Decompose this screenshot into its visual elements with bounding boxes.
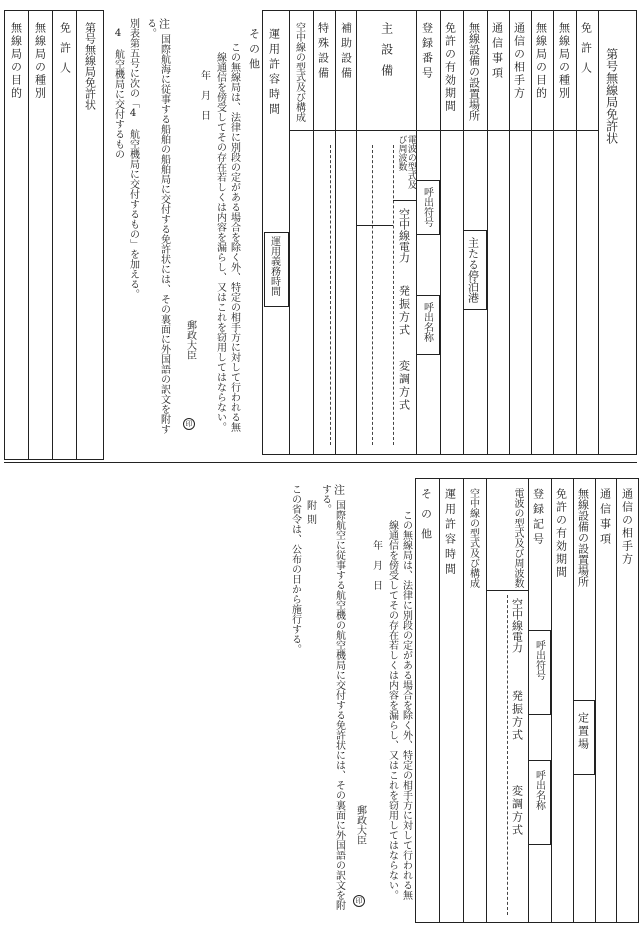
b-label-power: 空中線電力 <box>510 598 524 653</box>
note-line-1: 国際航海に従事する船舶の船舶局に交付する免許状には、その裏面に外国語の訳文を附す <box>158 34 170 434</box>
declaration-line-1: この無線局は、法律に別段の定がある場合を除く外、特定の相手方に対して行われる無 <box>228 42 240 432</box>
row-comm-party: 通信の相手方 <box>512 22 526 100</box>
label-osc: 発振方式 <box>397 285 411 337</box>
b-note-line-1: 国際航空に従事する航空機の航空機局に交付する免許状には、その裏面に外国語の訳文を附 <box>333 500 345 910</box>
b-label-call-sign: 呼出符号 <box>533 640 545 680</box>
left-form-title: 第号無線局免許状 <box>83 22 97 110</box>
b-row-equipment-location: 無線設備の設置場所 <box>576 488 590 587</box>
b-row-other: その他 <box>419 488 433 548</box>
b-supplementary: 附則 <box>304 500 316 528</box>
row-main-equipment: 主設備 <box>379 22 394 85</box>
row-reg-number: 登録番号 <box>420 22 434 82</box>
amendment-line-2: 4 航空機局に交付するもの <box>112 28 124 159</box>
left-form-station-type: 無線局の種別 <box>33 22 47 100</box>
b-row-emission: 電波の型式及び周波数 <box>512 488 523 588</box>
row-special-equipment: 特殊設備 <box>316 22 330 82</box>
b-row-validity: 免許の有効期間 <box>554 488 568 579</box>
row-other: その他 <box>247 28 261 73</box>
left-form-station-purpose: 無線局の目的 <box>9 22 23 100</box>
b-label-mod: 変調方式 <box>510 785 524 837</box>
label-call-sign: 呼出符号 <box>421 187 433 227</box>
row-equipment-location: 無線設備の設置場所 <box>467 22 481 121</box>
label-mod: 変調方式 <box>397 360 411 412</box>
b-note-label: 注 <box>332 484 346 495</box>
b-row-comm-matter: 通信事項 <box>598 488 612 548</box>
b-declaration-line-2: 線通信を傍受してその存在若しくは内容を漏らし、又はこれを窃用してはならない。 <box>386 520 398 900</box>
row-antenna-type: 空中線の型式及び構成 <box>293 22 305 122</box>
b-declaration-line-1: この無線局は、法律に別段の定がある場合を除く外、特定の相手方に対して行われる無 <box>400 510 412 900</box>
amendment-line-1: 別表第五号に次の「4 航空機局に交付するもの」を加える。 <box>127 18 139 299</box>
b-enforcement: この省令は、公布の日から施行する。 <box>289 484 301 654</box>
b-date-line: 年 月 日 <box>370 540 382 590</box>
row-station-purpose: 無線局の目的 <box>534 22 548 100</box>
label-power: 空中線電力 <box>397 208 411 263</box>
minister-sign: 郵政大臣 <box>184 320 196 360</box>
minister-seal: 印 <box>183 418 195 430</box>
b-row-operation-time: 運用許容時間 <box>443 488 457 578</box>
date-line: 年 月 日 <box>198 70 210 120</box>
b-label-fixed-place: 定置場 <box>576 712 590 751</box>
ship-license-title-no: 第号無線局免許状 <box>604 48 619 144</box>
b-note-line-2: する。 <box>319 484 331 514</box>
note-line-2: る。 <box>144 18 156 38</box>
b-row-reg-number: 登録記号 <box>531 488 545 548</box>
note-label: 注 <box>157 18 171 29</box>
label-call-name: 呼出名称 <box>421 302 433 342</box>
b-label-osc: 発振方式 <box>510 690 524 742</box>
row-aux-equipment: 補助設備 <box>339 22 353 82</box>
label-emission: 電波の型式及び周波数 <box>396 135 416 189</box>
b-row-antenna-type: 空中線の型式及び構成 <box>467 488 479 588</box>
declaration-line-2: 線通信を傍受してその存在若しくは内容を漏らし、又はこれを窃用してはならない。 <box>214 52 226 432</box>
row-operation-time: 運用許容時間 <box>267 28 281 118</box>
row-validity: 免許の有効期間 <box>443 22 457 113</box>
row-licensee: 免許人 <box>579 22 593 82</box>
label-operation-hours: 運用義務時間 <box>268 236 280 296</box>
b-minister-seal: 印 <box>353 895 365 907</box>
left-form-licensee: 免許人 <box>58 22 72 82</box>
b-row-comm-party: 通信の相手方 <box>620 488 634 566</box>
b-label-call-name: 呼出名称 <box>533 770 545 810</box>
row-comm-matter: 通信事項 <box>490 22 504 82</box>
row-station-type: 無線局の種別 <box>557 22 571 100</box>
label-main-port: 主たる停泊港 <box>466 237 480 303</box>
b-minister-sign: 郵政大臣 <box>354 805 366 845</box>
